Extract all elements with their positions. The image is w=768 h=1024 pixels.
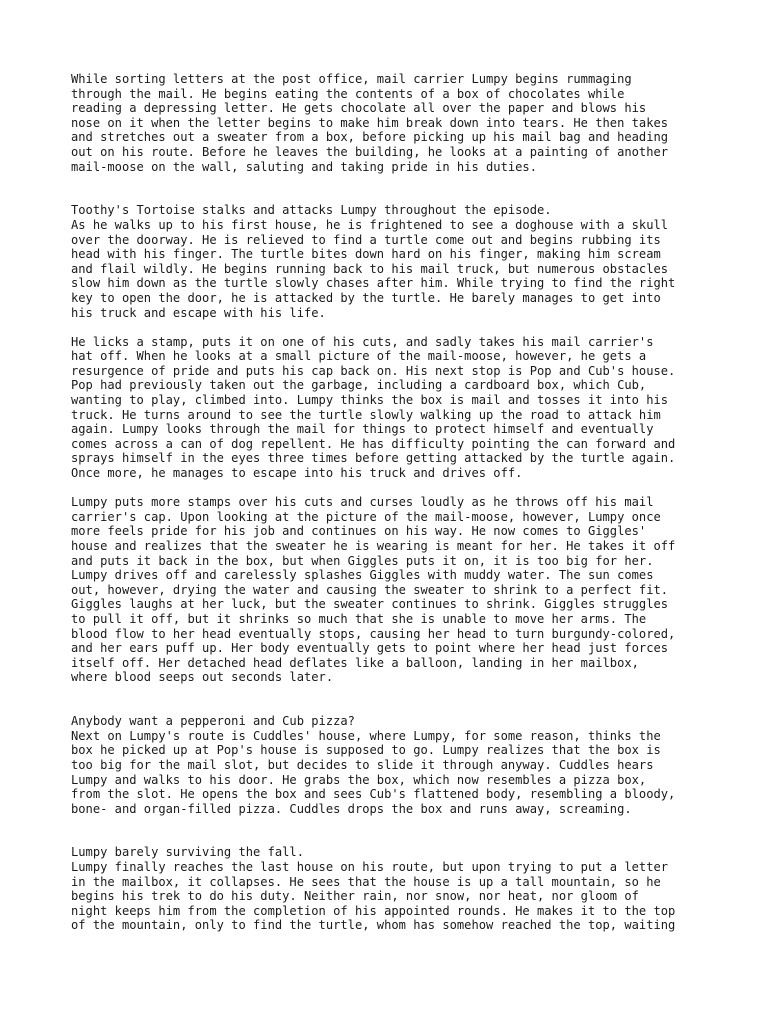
text-line: through the mail. He begins eating the contents of a box of chocolates while: [71, 86, 625, 101]
paragraph: [71, 72, 711, 174]
paragraph: [71, 335, 711, 481]
text-line: sprays himself in the eyes three times before getting attacked by the turtle again.: [71, 451, 676, 466]
text-line: and puts it back in the box, but when Giggles puts it on, it is too big for her.: [71, 553, 654, 568]
paragraph-spacer: [71, 481, 711, 496]
text-line: in the mailbox, it collapses. He sees that the house is up a tall mountain, so he: [71, 874, 661, 889]
text-line: comes across a can of dog repellent. He has difficulty pointing the can forward and: [71, 436, 676, 451]
text-line: head with his finger. The turtle bites down hard on his finger, making him scream: [71, 247, 661, 262]
text-line: hat off. When he looks at a small picture of the mail-moose, however, he gets a: [71, 349, 647, 364]
text-line: blood flow to her head eventually stops, causing her head to turn burgundy-colored,: [71, 626, 676, 641]
text-line: house and realizes that the sweater he is wearing is meant for her. He takes it off: [71, 539, 676, 553]
text-line: and stretches out a sweater from a box, before picking up his mail bag and heading: [71, 130, 669, 145]
paragraph: [71, 714, 711, 816]
text-line: Lumpy finally reaches the last house on his route, but upon trying to put a letter: [71, 860, 669, 875]
text-line: Giggles laughs at her luck, but the sweater continues to shrink. Giggles struggles: [71, 597, 669, 612]
text-line: begins his trek to do his duty. Neither rain, nor snow, nor heat, nor gloom of: [71, 889, 639, 904]
paragraph: [71, 845, 711, 933]
text-line: Lumpy puts more stamps over his cuts and curses loudly as he throws off his mail: [71, 495, 654, 510]
text-line: Once more, he manages to escape into his truck and drives off.: [71, 466, 523, 481]
text-line: where blood seeps out seconds later.: [71, 670, 334, 685]
text-line: his truck and escape with his life.: [71, 305, 326, 320]
text-line: resurgence of pride and puts his cap back on. His next stop is Pop and Cub's house.: [71, 363, 676, 378]
text-line: slow him down as the turtle slowly chases after him. While trying to find the right: [71, 276, 676, 291]
text-line: and her ears puff up. Her body eventually gets to point where her head just forces: [71, 641, 669, 656]
text-line: bone- and organ-filled pizza. Cuddles drops the box and runs away, screaming.: [71, 801, 632, 816]
text-line: Toothy's Tortoise stalks and attacks Lumpy throughout the episode.: [71, 203, 552, 218]
text-line: key to open the door, he is attacked by the turtle. He barely manages to get into: [71, 290, 661, 305]
document-page: [71, 72, 711, 933]
text-line: Next on Lumpy's route is Cuddles' house, where Lumpy, for some reason, thinks the: [71, 728, 661, 743]
text-line: over the doorway. He is relieved to find a turtle come out and begins rubbing its: [71, 232, 661, 247]
text-line: Lumpy barely surviving the fall.: [71, 845, 304, 860]
text-line: Lumpy drives off and carelessly splashes Giggles with muddy water. The sun comes: [71, 568, 654, 583]
text-line: and flail wildly. He begins running back to his mail truck, but numerous obstacles: [71, 261, 669, 276]
paragraph: [71, 203, 711, 320]
text-line: to pull it off, but it shrinks so much that she is unable to move her arms. The: [71, 611, 647, 626]
text-line: carrier's cap. Upon looking at the picture of the mail-moose, however, Lumpy once: [71, 509, 661, 524]
text-line: Anybody want a pepperoni and Cub pizza?: [71, 714, 355, 729]
text-line: mail-moose on the wall, saluting and taking pride in his duties.: [71, 159, 537, 174]
text-line: Lumpy and walks to his door. He grabs the box, which now resembles a pizza box,: [71, 772, 647, 787]
paragraph-spacer: [71, 685, 711, 714]
text-line: from the slot. He opens the box and sees Cub's flattened body, resembling a bloody,: [71, 787, 676, 802]
text-line: nose on it when the letter begins to make him break down into tears. He then takes: [71, 115, 669, 130]
text-line: night keeps him from the completion of his appointed rounds. He makes it to the top: [71, 903, 676, 918]
text-line: box he picked up at Pop's house is supposed to go. Lumpy realizes that the box is: [71, 743, 661, 758]
text-line: While sorting letters at the post office, mail carrier Lumpy begins rummaging: [71, 72, 632, 86]
text-line: He licks a stamp, puts it on one of his cuts, and sadly takes his mail carrier's: [71, 334, 654, 349]
text-line: of the mountain, only to find the turtle, whom has somehow reached the top, waiting: [71, 918, 676, 933]
text-line: again. Lumpy looks through the mail for things to protect himself and eventually: [71, 422, 654, 437]
text-line: out, however, drying the water and causing the sweater to shrink to a perfect fit.: [71, 582, 669, 597]
paragraph-spacer: [71, 816, 711, 845]
text-line: out on his route. Before he leaves the building, he looks at a painting of another: [71, 144, 669, 159]
paragraph-spacer: [71, 174, 711, 203]
paragraph: [71, 495, 711, 685]
text-line: truck. He turns around to see the turtle slowly walking up the road to attack him: [71, 407, 661, 422]
text-line: too big for the mail slot, but decides to slide it through anyway. Cuddles hears: [71, 757, 654, 772]
text-line: reading a depressing letter. He gets chocolate all over the paper and blows his: [71, 101, 647, 116]
text-line: wanting to play, climbed into. Lumpy thinks the box is mail and tosses it into his: [71, 393, 669, 408]
text-line: more feels pride for his job and continues on his way. He now comes to Giggles': [71, 524, 647, 539]
text-line: Pop had previously taken out the garbage, including a cardboard box, which Cub,: [71, 378, 647, 393]
text-line: As he walks up to his first house, he is frightened to see a doghouse with a skull: [71, 217, 669, 232]
paragraph-spacer: [71, 320, 711, 335]
text-line: itself off. Her detached head deflates like a balloon, landing in her mailbox,: [71, 655, 639, 670]
